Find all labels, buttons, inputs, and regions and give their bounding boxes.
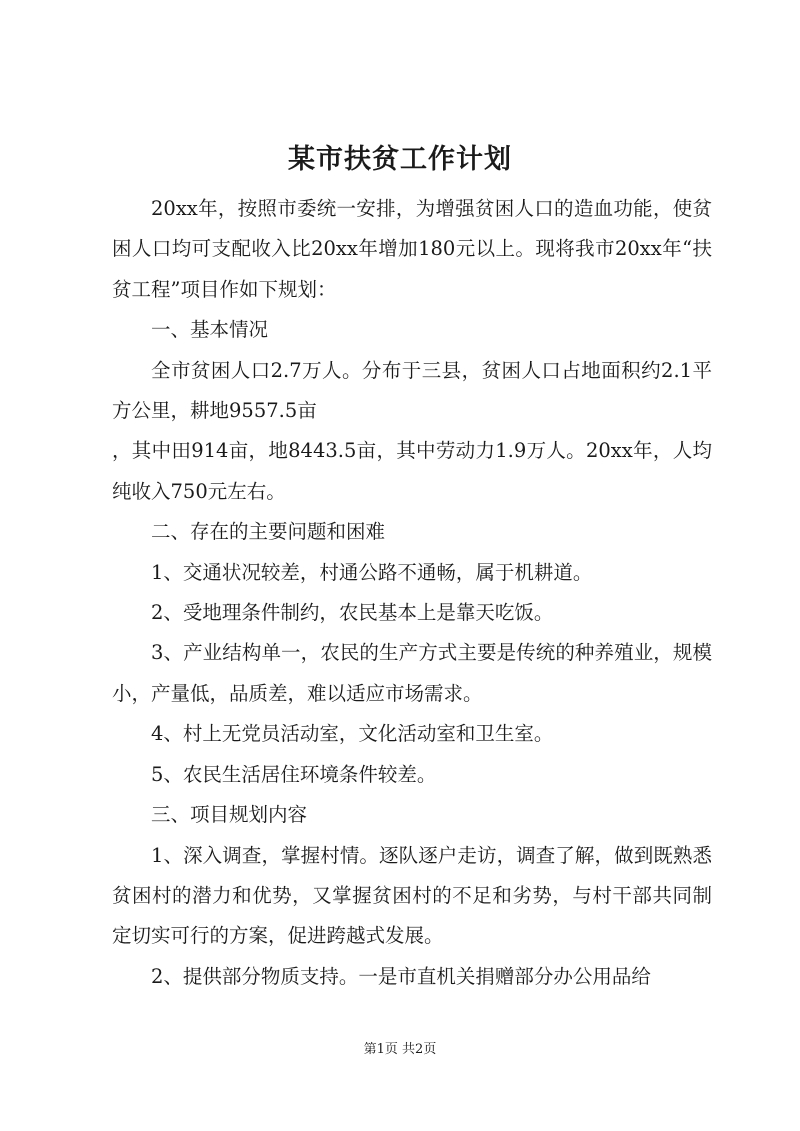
section-heading: 一、基本情况	[151, 318, 269, 342]
list-item: 5、农民生活居住环境条件较差。	[151, 762, 437, 786]
document-body	[112, 189, 712, 997]
paragraph: ，其中田914亩，地8443.5亩，其中劳动力1.9万人。20xx年，人均纯收入750元左右。	[112, 439, 712, 503]
list-item: 2、受地理条件制约，农民基本上是靠天吃饭。	[151, 601, 554, 625]
list-item: 2、提供部分物质支持。一是市直机关捐赠部分办公用品给	[151, 964, 651, 988]
list-item: 1、交通状况较差，村通公路不通畅，属于机耕道。	[151, 560, 593, 584]
section-heading: 三、项目规划内容	[151, 803, 308, 827]
paragraph: 全市贫困人口2.7万人。分布于三县，贫困人口占地面积约2.1平方公里，耕地9557.5亩	[112, 358, 712, 423]
paragraph: 20xx年，按照市委统一安排，为增强贫困人口的造血功能，使贫困人口均可支配收入比20xx年增加180元以上。现将我市20xx年“扶贫工程”项目作如下规划：	[112, 197, 712, 301]
list-item: 4、村上无党员活动室，文化活动室和卫生室。	[151, 722, 554, 746]
list-item: 1、深入调查，掌握村情。逐队逐户走访，调查了解，做到既熟悉贫困村的潜力和优势，又掌握贫困村的不足和劣势，与村干部共同制定切实可行的方案，促进跨越式发展。	[112, 843, 712, 948]
page-footer: 第1页 共2页	[363, 1042, 437, 1057]
section-heading: 二、存在的主要问题和困难	[151, 520, 386, 544]
document-title: 某市扶贫工作计划	[288, 144, 512, 175]
list-item: 3、产业结构单一，农民的生产方式主要是传统的种养殖业，规模小，产量低，品质差，难以适应市场需求。	[112, 641, 712, 705]
